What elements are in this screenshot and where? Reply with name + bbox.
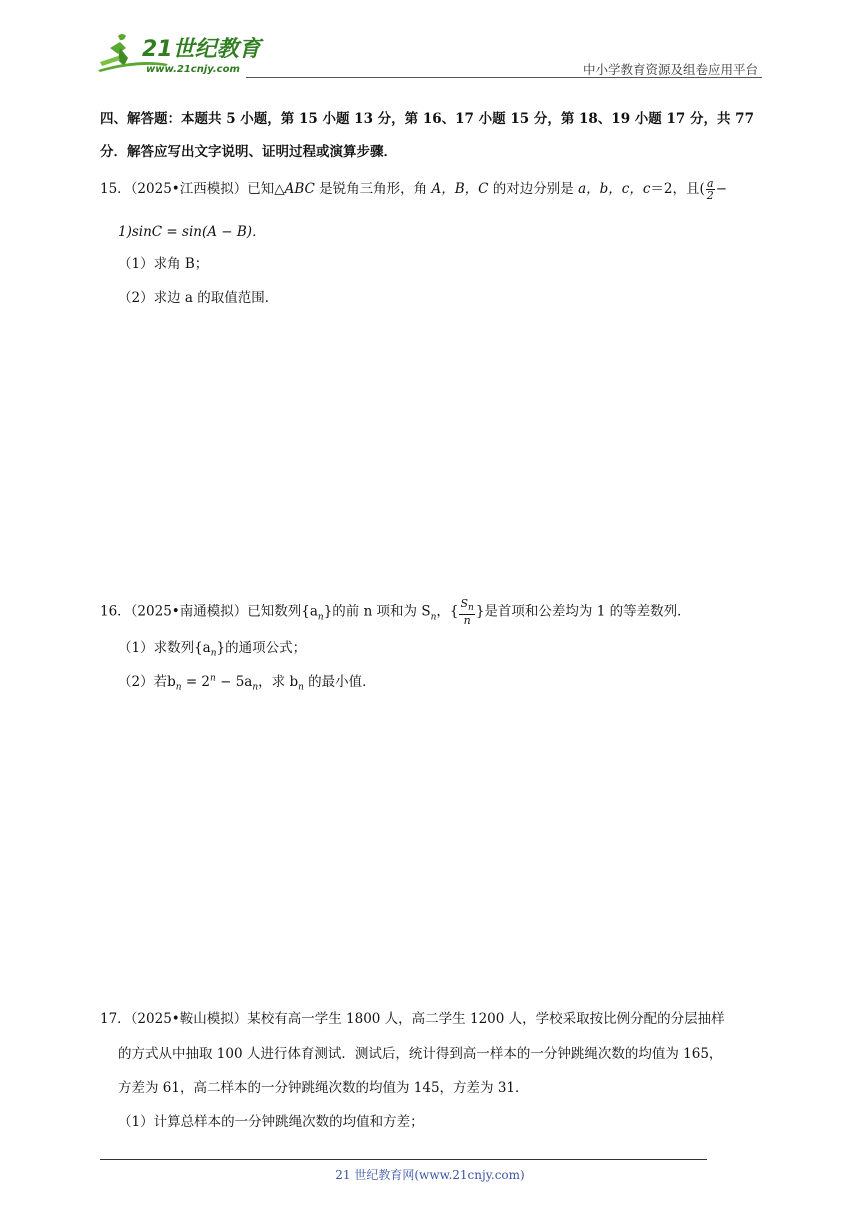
q16-line1: 16．（2025•南通模拟）已知数列$\{a_n\}$的前 n 项和为 $S_n$，{ $\frac{S_n}{n}$ }是首项和公差均为 1 的等差数列． [100, 597, 691, 628]
header-divider [246, 77, 762, 78]
q15-line2: 1)sinC = sin(A − B)． [118, 224, 266, 240]
q17-line2: 的方式从中抽取 100 人进行体育测试．测试后，统计得到高一样本的一分钟跳绳次数的均值为 165， [118, 1046, 723, 1062]
q17-line1: 17．（2025•鞍山模拟）某校有高一学生 1800 人，高二学生 1200 人，学校采取按比例分配的分层抽样 [100, 1011, 725, 1027]
q15-eq: ＝2，且( [650, 181, 705, 197]
svg-text:21世纪教育: 21世纪教育 [142, 37, 261, 62]
logo-icon [96, 30, 266, 76]
q16-fraction: $\frac{S_n}{n}$ [460, 597, 474, 628]
section-heading-line1: 四、解答题：本题共 5 小题，第 15 小题 13 分，第 16、17 小题 15 分，第 18、19 小题 17 分，共 77 [100, 111, 754, 127]
q15-prefix: 15．（2025•江西模拟）已知△ [100, 181, 285, 197]
footer-text: 21 世纪教育网(www.21cnjy.com) [335, 1168, 525, 1182]
section-heading-line2: 分．解答应写出文字说明、证明过程或演算步骤． [100, 144, 397, 160]
q15-text: 是锐角三角形，角 [314, 181, 432, 197]
q15-minus: − [715, 181, 728, 197]
q15-text2: 的对边分别是 [488, 181, 579, 197]
q15-triangle: ABC [284, 181, 315, 197]
footer-divider [100, 1159, 707, 1160]
q15-sides: a，b，c，c [578, 181, 651, 197]
q16-part1: （1）求数列$\{a_n\}$的通项公式； [118, 640, 307, 659]
q17-part1: （1）计算总样本的一分钟跳绳次数的均值和方差； [118, 1114, 424, 1130]
page-header [96, 30, 762, 78]
q15-fraction: $\frac{a}{2}$ [706, 177, 714, 202]
q15-angles: A，B，C [431, 181, 489, 197]
q16-part2: （2）若$b_n = 2^n - 5a_n$，求 $b_n$ 的最小值． [118, 673, 376, 693]
svg-text:www.21cnjy.com: www.21cnjy.com [146, 64, 240, 75]
q15-part1: （1）求角 B； [118, 256, 209, 272]
q15-part2: （2）求边 a 的取值范围． [118, 290, 279, 306]
q17-line3: 方差为 61，高二样本的一分钟跳绳次数的均值为 145，方差为 31． [118, 1080, 529, 1096]
platform-name: 中小学教育资源及组卷应用平台 [582, 62, 758, 77]
q15-line1 [100, 177, 727, 201]
